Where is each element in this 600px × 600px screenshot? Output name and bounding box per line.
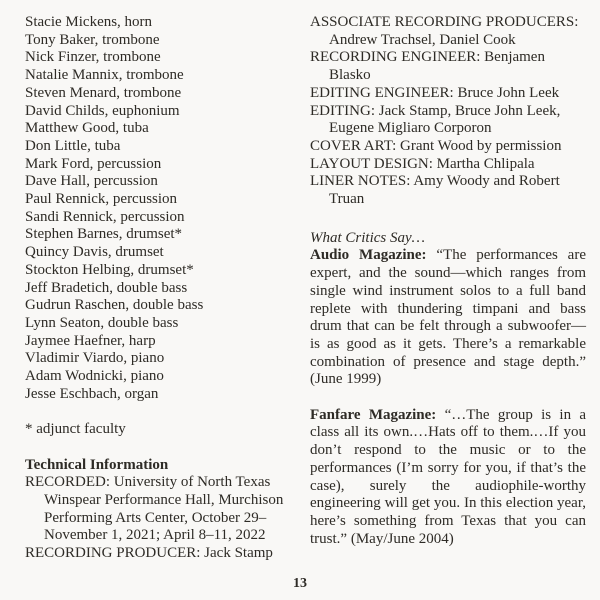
credit-entry: ASSOCIATE RECORDING PRODUCERS: Andrew Trachsel, Daniel Cook (310, 14, 579, 48)
personnel-entry: Stockton Helbing, drumset* (25, 261, 194, 278)
personnel-entry: Nick Finzer, trombone (25, 49, 161, 66)
personnel-entry: David Childs, euphonium (25, 102, 180, 119)
review-quote: “…The group is in a class all its own.…Hats off to them.…If you don’t respond to the music or to the performances (I’m sorry for you, if that’s the case), surely the audiophile-worthy engineering will get you. In this election year, here’s something from Texas that you can trust.” (310, 406, 587, 547)
personnel-entry: Stacie Mickens, horn (25, 14, 153, 30)
credit-entry: LINER NOTES: Amy Woody and Robert Truan (310, 173, 560, 208)
personnel-entry: Tony Baker, trombone (25, 31, 160, 48)
personnel-entry: Mark Ford, percussion (25, 155, 162, 172)
personnel-list (25, 14, 297, 403)
review-citation: (May/June 2004) (350, 530, 454, 547)
review-quote: “The performances are expert, and the sound—which ranges from single wind instrument solos to a full band replete with thundering timpani and bass drum that can be felt through a subwoofer—is as good as it gets. There’s a remarkable combination of presence and stage depth.” (310, 247, 586, 370)
technical-information-heading: Technical Information (25, 456, 169, 473)
adjunct-faculty-footnote: * adjunct faculty (25, 421, 126, 438)
critics-say-heading: What Critics Say… (310, 229, 425, 246)
credit-entry: RECORDING ENGINEER: Benjamen Blasko (310, 49, 545, 84)
personnel-entry: Quincy Davis, drumset (25, 244, 164, 261)
personnel-entry: Lynn Seaton, double bass (25, 314, 179, 331)
personnel-entry: Don Little, tuba (25, 137, 121, 154)
page-number: 13 (293, 576, 307, 591)
credit-entry: EDITING ENGINEER: Bruce John Leek (310, 84, 560, 101)
personnel-entry: Stephen Barnes, drumset* (25, 226, 183, 243)
credit-entry: LAYOUT DESIGN: Martha Chlipala (310, 155, 535, 172)
review-source: Audio Magazine: (310, 247, 427, 264)
technical-entry-recorded: RECORDED: University of North Texas Winspear Performance Hall, Murchison Performing Arts Center, October 29–November 1, 2021; April 8–11, 2022 (25, 474, 284, 544)
personnel-entry: Jeff Bradetich, double bass (25, 279, 188, 296)
review-fanfare-magazine (310, 407, 586, 549)
right-column (310, 14, 586, 548)
personnel-entry: Dave Hall, percussion (25, 173, 158, 190)
review-audio-magazine (310, 247, 586, 389)
review-citation: (June 1999) (310, 371, 382, 388)
left-column (25, 14, 297, 563)
personnel-entry: Vladimir Viardo, piano (25, 350, 165, 367)
personnel-entry: Jaymee Haefner, harp (25, 332, 156, 349)
personnel-entry: Steven Menard, trombone (25, 84, 182, 101)
personnel-entry: Jesse Eschbach, organ (25, 385, 159, 402)
review-source: Fanfare Magazine: (310, 406, 437, 423)
technical-entry-recording-producer: RECORDING PRODUCER: Jack Stamp (25, 545, 273, 562)
personnel-entry: Paul Rennick, percussion (25, 191, 178, 208)
personnel-entry: Sandi Rennick, percussion (25, 208, 185, 225)
credit-entry: EDITING: Jack Stamp, Bruce John Leek, Eugene Migliaro Corporon (310, 102, 561, 137)
personnel-entry: Natalie Mannix, trombone (25, 67, 184, 84)
credits-list (310, 14, 586, 209)
credit-entry: COVER ART: Grant Wood by permission (310, 137, 562, 154)
personnel-entry: Matthew Good, tuba (25, 120, 149, 137)
personnel-entry: Gudrun Raschen, double bass (25, 297, 204, 314)
personnel-entry: Adam Wodnicki, piano (25, 368, 164, 385)
